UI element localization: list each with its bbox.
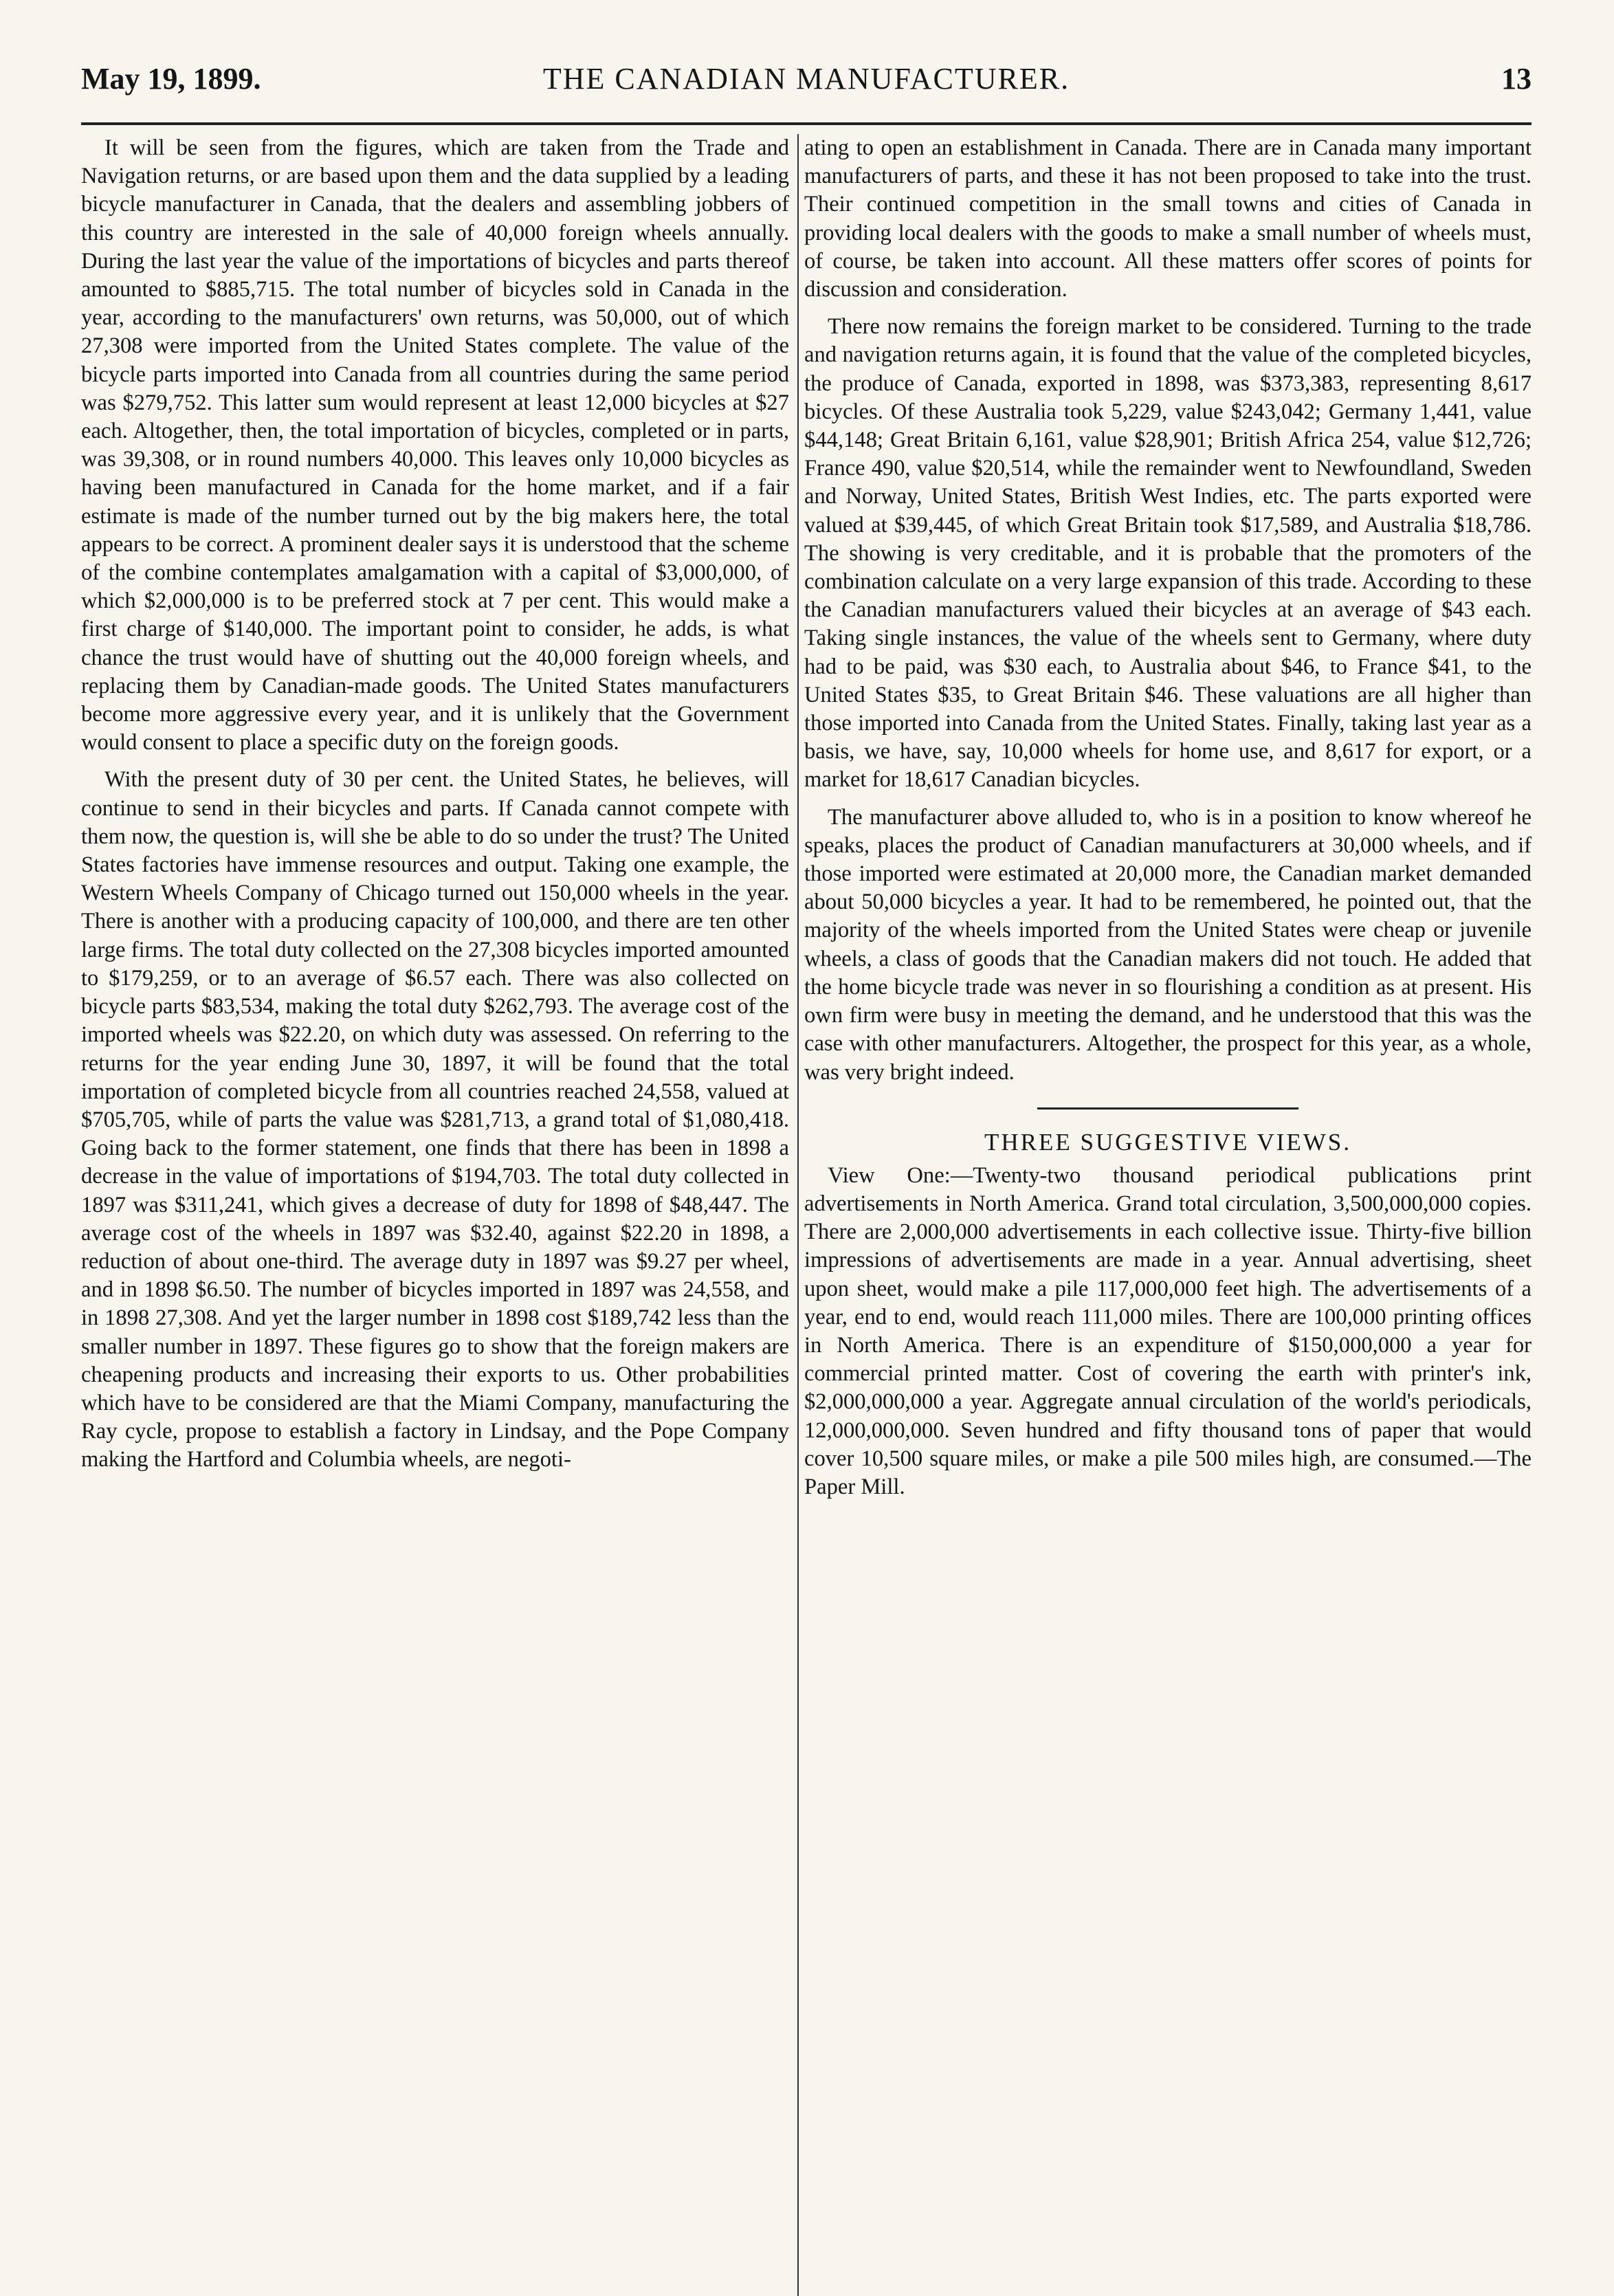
article-continuation: ating to open an establishment in Canada. There are in Canada many important manufacturers of parts, and these it has not been proposed to take into the trust. Their continued competition in the small towns and cities of Canada in providing local dealers with the goods to make a small number of wheels must, of course, be taken into account. All these matters offer scores of points for discussion and consideration.	[804, 135, 1532, 302]
article-paragraph: There now remains the foreign market to be considered. Turning to the trade and navigation returns again, it is found that the value of the completed bicycles, the produce of Canada, exported in 1898, was $373,383, representing 8,617 bicycles. Of these Australia took 5,229, value $243,042; Germany 1,441, value $44,148; Great Britain 6,161, value $28,901; British Africa 254, value $12,726; France 490, value $20,514, while the remainder went to Newfoundland, Sweden and Norway, United States, British West Indies, etc. The parts exported were valued at $39,445, of which Great Britain took $17,589, and Australia $18,786. The showing is very creditable, and it is probable that the promoters of the combination calculate on a very large expansion of this trade. According to these the Canadian manufacturers valued their bicycles at an average of $43 each. Taking single instances, the value of the wheels sent to Germany, where duty had to be paid, was $30 each, to Australia about $46, to France $41, to the United States $35, to Great Britain $46. These valuations are all higher than those imported into Canada from the United States. Finally, taking last year as a basis, we have, say, 10,000 wheels for home use, and 8,617 for export, or a market for 18,617 Canadian bicycles.	[804, 314, 1532, 793]
issue-date: May 19, 1899.	[81, 62, 261, 96]
article-paragraph: With the present duty of 30 per cent. the United States, he believes, will continue to send in their bicycles and parts. If Canada cannot compete with them now, the question is, will she be able to do so under the trust? The United States factories have immense resources and output. Taking one example, the Western Wheels Company of Chicago turned out 150,000 wheels in the year. There is another with a producing capacity of 100,000, and there are ten other large firms. The total duty collected on the 27,308 bicycles imported amounted to $179,259, or to an average of $6.57 each. There was also collected on bicycle parts $83,534, making the total duty $262,793. The average cost of the imported wheels was $22.20, on which duty was assessed. On referring to the returns for the year ending June 30, 1897, it will be found that the total importation of completed bicycle from all countries reached 24,558, valued at $705,705, while of parts the value was $281,713, a grand total of $1,080,418. Going back to the former statement, one finds that there has been in 1898 a decrease in the value of importations of $194,703. The total duty collected in 1897 was $311,241, which gives a decrease of duty for 1898 of $48,447. The average cost of the wheels in 1897 was $32.40, against $22.20 in 1898, a reduction of about one-third. The average duty in 1897 was $9.27 per wheel, and in 1898 $6.50. The number of bicycles imported in 1897 was 24,558, and in 1898 27,308. And yet the larger number in 1898 cost $189,742 less than the smaller number in 1897. These figures go to show that the foreign makers are cheapening products and increasing their exports to us. Other probabilities which have to be considered are that the Miami Company, manufacturing the Ray cycle, propose to establish a factory in Lindsay, and the Pope Company making the Hartford and Columbia wheels, are negoti-	[81, 767, 789, 1472]
section-title: THREE SUGGESTIVE VIEWS.	[984, 1128, 1351, 1156]
page-number: 13	[1501, 62, 1532, 96]
section-body: View One:—Twenty-two thousand periodical publications print advertisements in North America. Grand total circulation, 3,500,000,000 copies. There are 2,000,000 advertisements in each collective issue. Thirty-five billion impressions of advertisements are made in a year. Annual advertising, sheet upon sheet, would make a pile 117,000,000 feet high. The advertisements of a year, end to end, would reach 111,000 miles. There are 100,000 printing offices in North America. There is an expenditure of $150,000,000 a year for commercial printed matter. Cost of covering the earth with printer's ink, $2,000,000,000 a year. Aggregate annual circulation of the world's periodicals, 12,000,000,000. Seven hundred and fifty thousand tons of paper that would cover 10,500 square miles, or make a pile 500 miles high, are consumed.—The Paper Mill.	[804, 1162, 1532, 1499]
article-paragraph: It will be seen from the figures, which are taken from the Trade and Navigation returns, or are based upon them and the data supplied by a leading bicycle manufacturer in Canada, that the dealers and assembling jobbers of this country are interested in the sale of 40,000 foreign wheels annually. During the last year the value of the importations of bicycles and parts thereof amounted to $885,715. The total number of bicycles sold in Canada in the year, according to the manufacturers' own returns, was 50,000, out of which 27,308 were imported from the United States complete. The value of the bicycle parts imported into Canada from all countries during the same period was $279,752. This latter sum would represent at least 12,000 bicycles at $27 each. Altogether, then, the total importation of bicycles, completed or in parts, was 39,308, or in round numbers 40,000. This leaves only 10,000 bicycles as having been manufactured in Canada for the home market, and if a fair estimate is made of the number turned out by the big makers here, the total appears to be correct. A prominent dealer says it is understood that the scheme of the combine contemplates amalgamation with a capital of $3,000,000, of which $2,000,000 is to be preferred stock at 7 per cent. This would make a first charge of $140,000. The important point to consider, he adds, is what chance the trust would have of shutting out the 40,000 foreign wheels, and replacing them by Canadian-made goods. The United States manufacturers become more aggressive every year, and it is unlikely that the Government would consent to place a specific duty on the foreign goods.	[81, 135, 789, 755]
article-paragraph: The manufacturer above alluded to, who is in a position to know whereof he speaks, places the product of Canadian manufacturers at 30,000 wheels, and if those imported were estimated at 20,000 more, the Canadian market demanded about 50,000 bicycles a year. It had to be remembered, he pointed out, that the majority of the wheels imported from the United States were cheap or juvenile wheels, a class of goods that the Canadian makers did not touch. He added that the home bicycle trade was never in so flourishing a condition as at present. His own firm were busy in meeting the demand, and he understood that this was the case with other manufacturers. Altogether, the prospect for this year, as a whole, was very bright indeed.	[804, 804, 1532, 1085]
column-divider	[797, 134, 799, 2296]
right-column	[804, 134, 1532, 1501]
header-rule	[81, 122, 1532, 125]
left-column	[81, 134, 789, 1475]
page-header	[81, 55, 1532, 103]
section-rule	[1037, 1107, 1298, 1110]
publication-title: THE CANADIAN MANUFACTURER.	[542, 62, 1070, 96]
